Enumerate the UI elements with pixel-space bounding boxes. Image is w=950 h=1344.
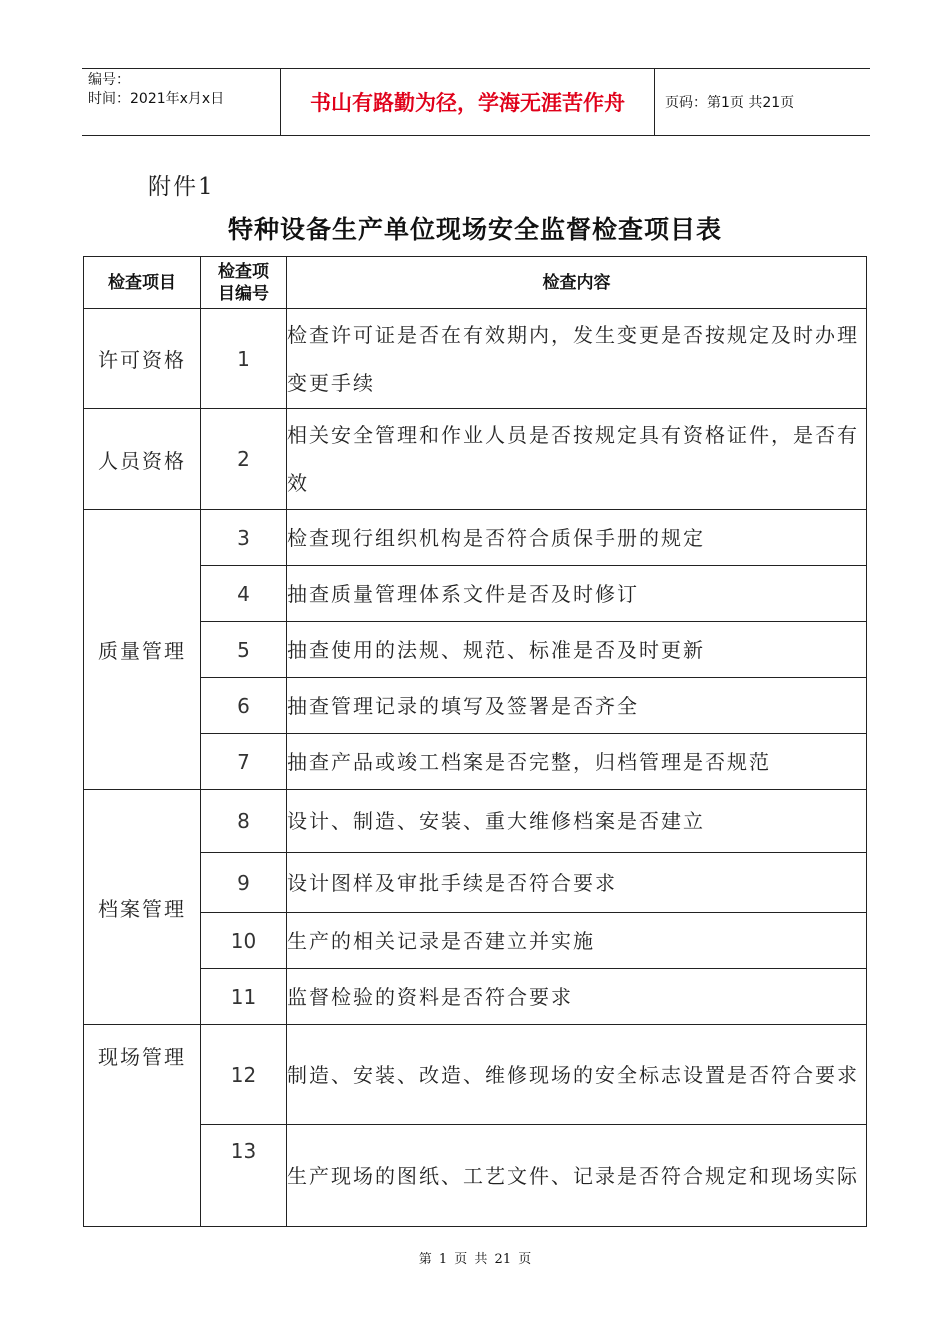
item-number: 5 bbox=[201, 622, 287, 678]
table-row bbox=[84, 913, 867, 969]
table-row bbox=[84, 1125, 867, 1227]
item-number: 3 bbox=[201, 510, 287, 566]
item-content: 抽查使用的法规、规范、标准是否及时更新 bbox=[287, 622, 867, 678]
category-cell: 质量管理 bbox=[84, 510, 201, 790]
item-content: 相关安全管理和作业人员是否按规定具有资格证件，是否有效 bbox=[287, 409, 867, 510]
item-number: 9 bbox=[201, 853, 287, 913]
category-cell: 人员资格 bbox=[84, 409, 201, 510]
item-number: 2 bbox=[201, 409, 287, 510]
header-code bbox=[201, 257, 287, 309]
page-footer: 第 1 页 共 21 页 bbox=[418, 1252, 532, 1267]
item-number: 1 bbox=[201, 309, 287, 409]
table-row bbox=[84, 309, 867, 409]
table-row bbox=[84, 409, 867, 510]
header-content: 检查内容 bbox=[287, 257, 867, 309]
item-content: 生产现场的图纸、工艺文件、记录是否符合规定和现场实际 bbox=[287, 1125, 867, 1227]
category-cell: 许可资格 bbox=[84, 309, 201, 409]
table-row bbox=[84, 734, 867, 790]
item-content: 生产的相关记录是否建立并实施 bbox=[287, 913, 867, 969]
header-motto: 书山有路勤为径，学海无涯苦作舟 bbox=[281, 69, 655, 135]
header-item: 检查项目 bbox=[84, 257, 201, 309]
attachment-label: 附件1 bbox=[148, 174, 215, 200]
table-row bbox=[84, 566, 867, 622]
item-content: 设计图样及审批手续是否符合要求 bbox=[287, 853, 867, 913]
table-row bbox=[84, 1025, 867, 1125]
item-content: 检查现行组织机构是否符合质保手册的规定 bbox=[287, 510, 867, 566]
header-meta bbox=[82, 69, 281, 135]
item-number: 10 bbox=[201, 913, 287, 969]
item-number: 6 bbox=[201, 678, 287, 734]
item-number: 4 bbox=[201, 566, 287, 622]
document-title: 特种设备生产单位现场安全监督检查项目表 bbox=[227, 215, 722, 244]
item-content: 抽查管理记录的填写及签署是否齐全 bbox=[287, 678, 867, 734]
category-cell: 档案管理 bbox=[84, 790, 201, 1025]
item-content: 制造、安装、改造、维修现场的安全标志设置是否符合要求 bbox=[287, 1025, 867, 1125]
item-content: 设计、制造、安装、重大维修档案是否建立 bbox=[287, 790, 867, 853]
item-number: 12 bbox=[201, 1025, 287, 1125]
item-content: 监督检验的资料是否符合要求 bbox=[287, 969, 867, 1025]
item-content: 检查许可证是否在有效期内，发生变更是否按规定及时办理变更手续 bbox=[287, 309, 867, 409]
category-cell: 现场管理 bbox=[84, 1025, 201, 1227]
item-number: 11 bbox=[201, 969, 287, 1025]
item-number: 7 bbox=[201, 734, 287, 790]
table-row bbox=[84, 678, 867, 734]
table-row bbox=[84, 853, 867, 913]
item-number: 8 bbox=[201, 790, 287, 853]
time-label: 时间：2021年x月x日 bbox=[88, 91, 225, 107]
table-row bbox=[84, 969, 867, 1025]
table-header-row bbox=[84, 257, 867, 309]
header-page-info: 页码：第1页 共21页 bbox=[665, 95, 795, 111]
inspection-table bbox=[83, 256, 867, 1227]
item-number: 13 bbox=[201, 1125, 287, 1227]
table-row bbox=[84, 622, 867, 678]
item-content: 抽查质量管理体系文件是否及时修订 bbox=[287, 566, 867, 622]
table-row bbox=[84, 790, 867, 853]
header-code-text: 检查项目编号 bbox=[218, 261, 269, 304]
number-label: 编号： bbox=[88, 72, 130, 88]
table-row bbox=[84, 510, 867, 566]
page-header bbox=[82, 68, 870, 136]
item-content: 抽查产品或竣工档案是否完整，归档管理是否规范 bbox=[287, 734, 867, 790]
